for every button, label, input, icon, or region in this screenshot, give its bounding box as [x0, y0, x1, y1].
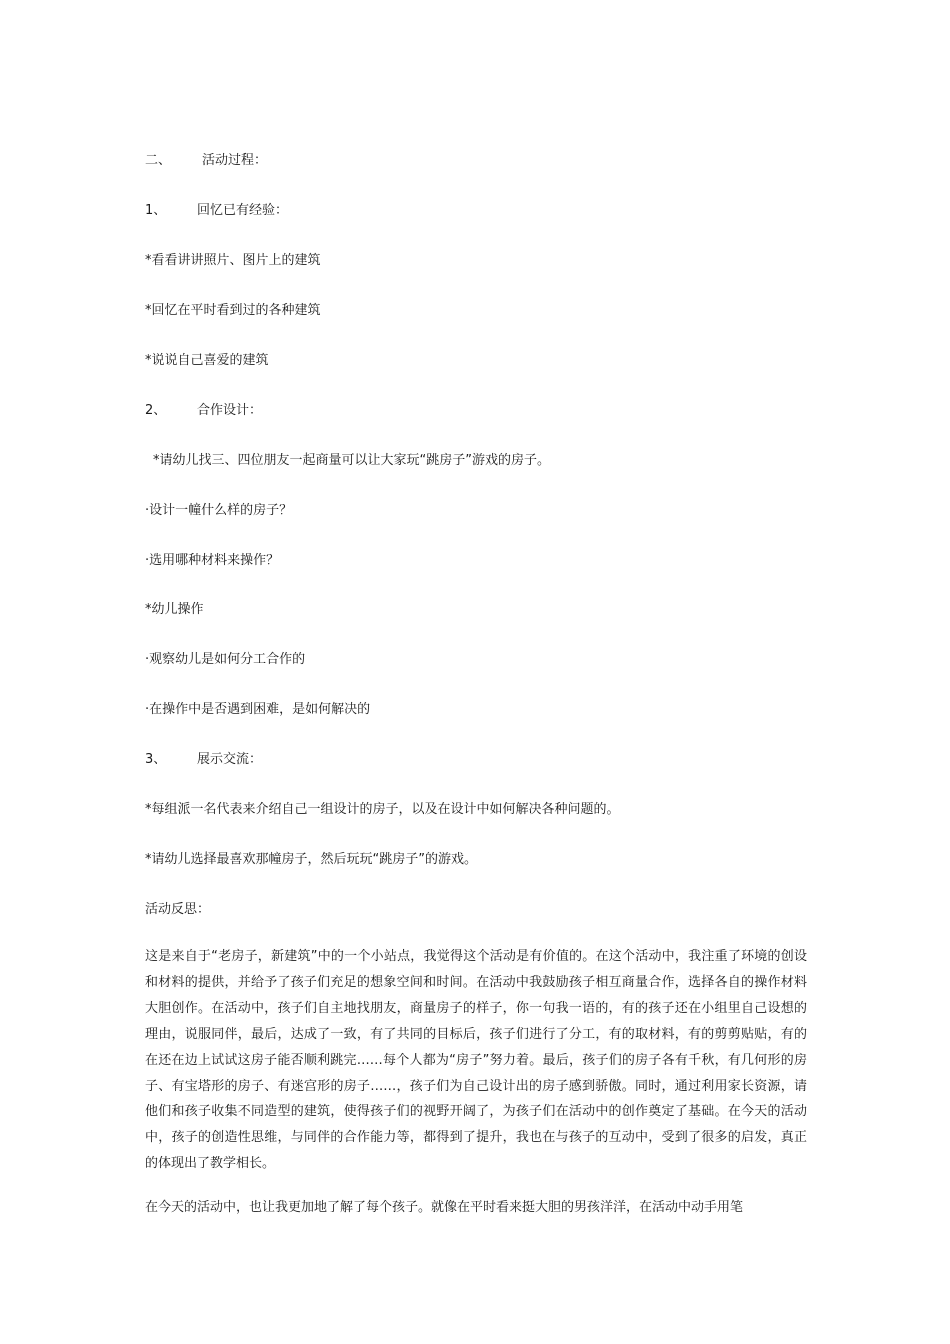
step1-heading	[145, 202, 288, 220]
step3-item: *请幼儿选择最喜欢那幢房子，然后玩玩“跳房子”的游戏。	[145, 852, 477, 867]
step3-heading	[145, 751, 262, 769]
step2-observation: ·观察幼儿是如何分工合作的	[145, 652, 306, 667]
reflection-heading: 活动反思：	[145, 902, 211, 917]
reflection-paragraph: 这是来自于“老房子，新建筑”中的一个小站点，我觉得这个活动是有价值的。在这个活动中，我注重了环境的创设和材料的提供，并给予了孩子们充足的想象空间和时间。在活动中我鼓励孩子相互商量合作，选择各自的操作材料大胆创作。在活动中，孩子们自主地找朋友，商量房子的样子，你一句我一语的，有的孩子还在小组里自己设想的理由，说服同伴，最后，达成了一致，有了共同的目标后，孩子们进行了分工，有的取材料，有的剪剪贴贴，有的在还在边上试试这房子能否顺利跳完……每个人都为“房子”努力着。最后，孩子们的房子各有千秋，有几何形的房子、有宝塔形的房子、有迷宫形的房子……，孩子们为自己设计出的房子感到骄傲。同时，通过利用家长资源，请他们和孩子收集不同造型的建筑，使得孩子们的视野开阔了，为孩子们在活动中的创作奠定了基础。在今天的活动中，孩子的创造性思维，与同伴的合作能力等，都得到了提升，我也在与孩子的互动中，受到了很多的启发，真正的体现出了教学相长。	[145, 949, 807, 1172]
step2-question: ·设计一幢什么样的房子？	[145, 503, 293, 518]
step2-observation: ·在操作中是否遇到困难，是如何解决的	[145, 702, 371, 717]
step1-number: 1、	[145, 203, 167, 218]
step3-title: 展示交流：	[197, 752, 263, 767]
step1-item: *回忆在平时看到过的各种建筑	[145, 303, 321, 318]
step2-title: 合作设计：	[197, 403, 263, 418]
step3-number: 3、	[145, 752, 167, 767]
section-heading	[145, 152, 267, 170]
step2-operate: *幼儿操作	[145, 602, 204, 617]
section-number: 二、	[145, 153, 172, 168]
reflection-paragraph-continued: 在今天的活动中，也让我更加地了解了每个孩子。就像在平时看来挺大胆的男孩洋洋，在活动中动手用笔	[145, 1200, 744, 1215]
step2-question: ·选用哪种材料来操作？	[145, 553, 280, 568]
step2-intro: *请幼儿找三、四位朋友一起商量可以让大家玩“跳房子”游戏的房子。	[153, 453, 550, 468]
step3-item: *每组派一名代表来介绍自己一组设计的房子，以及在设计中如何解决各种问题的。	[145, 802, 620, 817]
step2-number: 2、	[145, 403, 167, 418]
step2-heading	[145, 402, 262, 420]
step1-item: *看看讲讲照片、图片上的建筑	[145, 253, 321, 268]
section-title: 活动过程：	[202, 153, 268, 168]
step1-title: 回忆已有经验：	[197, 203, 289, 218]
step1-item: *说说自己喜爱的建筑	[145, 353, 269, 368]
